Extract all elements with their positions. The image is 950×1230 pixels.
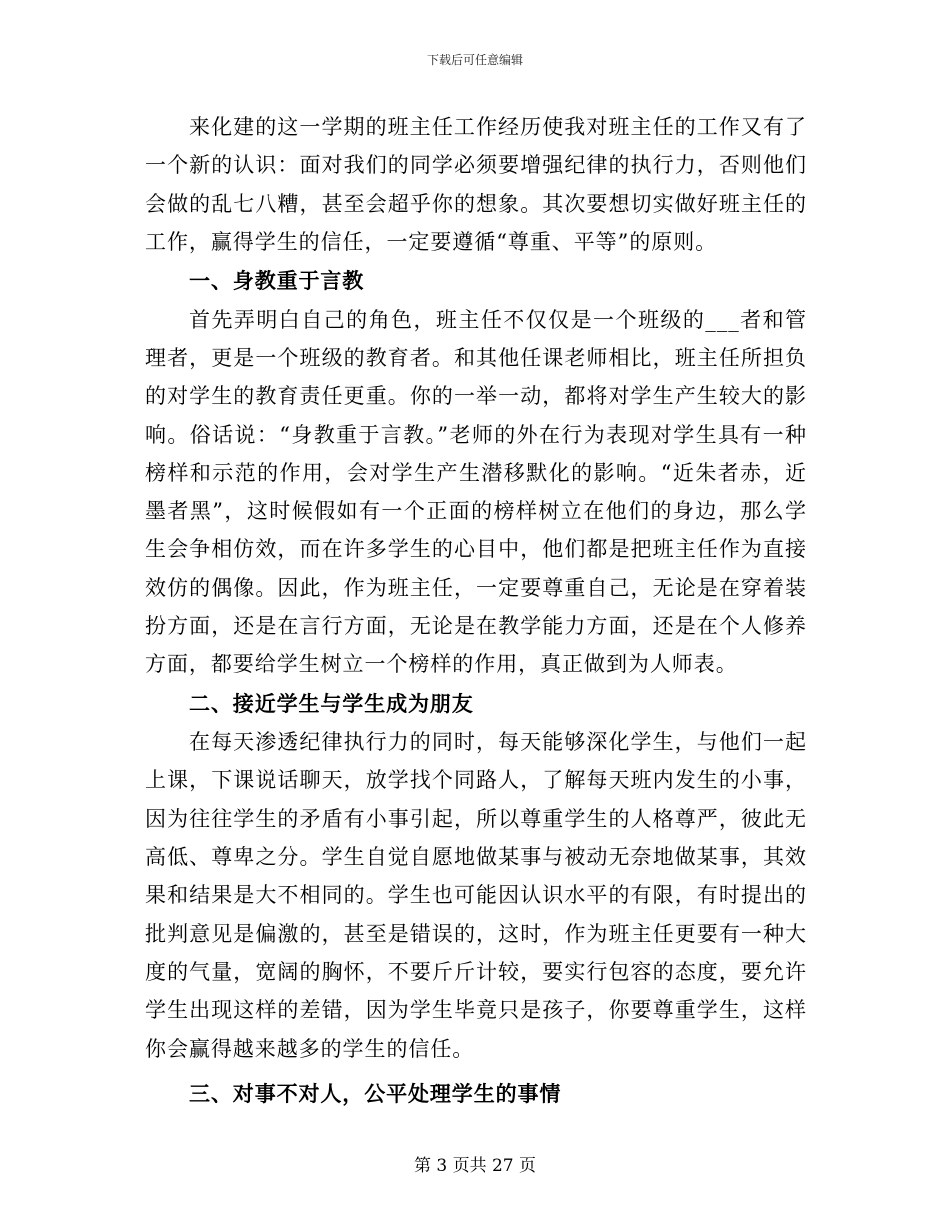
section-1-paragraph: 首先弄明白自己的角色，班主任不仅仅是一个班级的___者和管理者，更是一个班级的教育者。和其他任课老师相比，班主任所担负的对学生的教育责任更重。你的一举一动，都将对学生产生较大的影响。俗话说：“身教重于言教。”老师的外在行为表现对学生具有一种榜样和示范的作用，会对学生产生潜移默化的影响。“近朱者赤，近墨者黑”，这时候假如有一个正面的榜样树立在他们的身边，那么学生会争相仿效，而在许多学生的心目中，他们都是把班主任作为直接效仿的偶像。因此，作为班主任，一定要尊重自己，无论是在穿着装扮方面，还是在言行方面，无论是在教学能力方面，还是在个人修养方面，都要给学生树立一个榜样的作用，真正做到为人师表。: [145, 307, 807, 677]
section-heading-1: 一、身教重于言教: [189, 268, 365, 294]
intro-paragraph: 来化建的这一学期的班主任工作经历使我对班主任的工作又有了一个新的认识：面对我们的同学必须要增强纪律的执行力，否则他们会做的乱七八糟，甚至会超乎你的想象。其次要想切实做好班主任的工作，赢得学生的信任，一定要遵循“尊重、平等”的原则。: [145, 115, 807, 254]
page-header: 下载后可任意编辑: [426, 53, 523, 67]
document-body: [145, 108, 807, 1113]
section-heading-2: 二、接近学生与学生成为朋友: [189, 690, 474, 716]
section-2-paragraph: 在每天渗透纪律执行力的同时，每天能够深化学生，与他们一起上课，下课说话聊天，放学找个同路人，了解每天班内发生的小事，因为往往学生的矛盾有小事引起，所以尊重学生的人格尊严，彼此无高低、尊卑之分。学生自觉自愿地做某事与被动无奈地做某事，其效果和结果是大不相同的。学生也可能因认识水平的有限，有时提出的批判意见是偏激的，甚至是错误的，这时，作为班主任更要有一种大度的气量，宽阔的胸怀，不要斤斤计较，要实行包容的态度，要允许学生出现这样的差错，因为学生毕竟只是孩子，你要尊重学生，这样你会赢得越来越多的学生的信任。: [145, 730, 807, 1061]
section-heading-3: 三、对事不对人，公平处理学生的事情: [189, 1080, 562, 1106]
page-footer: 第 3 页共 27 页: [413, 1156, 537, 1176]
